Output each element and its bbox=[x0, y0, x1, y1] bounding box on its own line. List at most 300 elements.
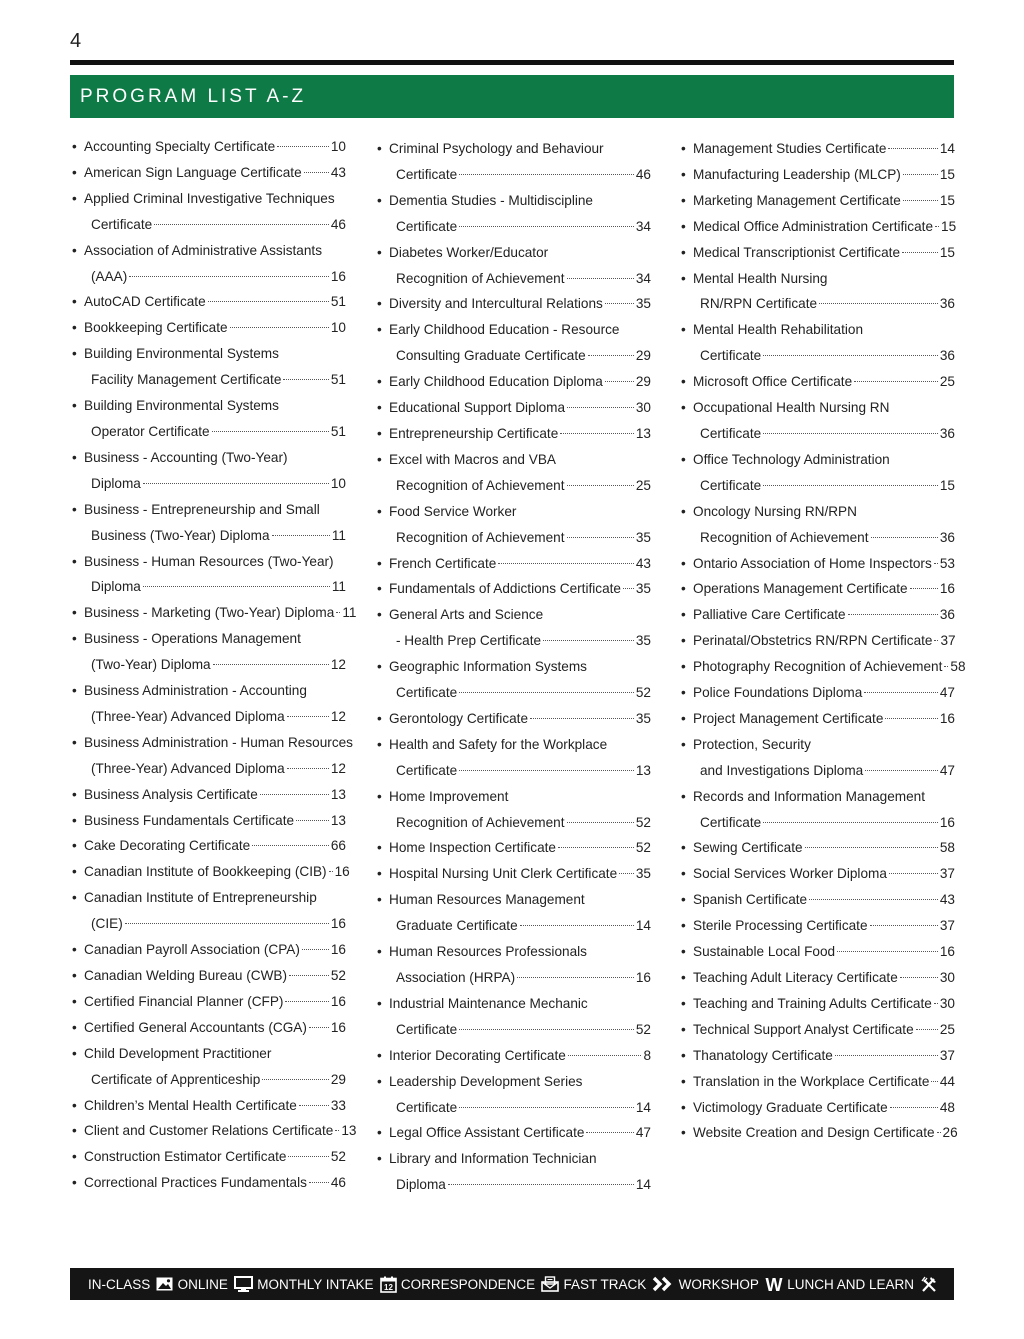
program-name: Diploma bbox=[91, 475, 141, 491]
page-reference: 44 bbox=[939, 1073, 955, 1089]
picture-icon bbox=[156, 1277, 173, 1291]
page-reference: 43 bbox=[330, 164, 346, 180]
legend-lunch-and-learn bbox=[787, 1276, 938, 1293]
dot-leader bbox=[335, 1118, 339, 1131]
entry-line bbox=[72, 782, 346, 808]
program-entry bbox=[681, 602, 955, 628]
program-entry bbox=[377, 1043, 651, 1069]
program-entry bbox=[681, 266, 955, 318]
program-entry bbox=[377, 991, 651, 1043]
dot-leader bbox=[902, 239, 938, 252]
entry-continuation-line bbox=[72, 911, 346, 937]
program-entry bbox=[681, 1017, 955, 1043]
entry-line bbox=[377, 551, 651, 577]
page-reference: 43 bbox=[635, 555, 651, 571]
bullet: • bbox=[681, 270, 686, 286]
program-entry bbox=[377, 576, 651, 602]
program-name: Building Environmental Systems bbox=[84, 346, 279, 362]
entry-line bbox=[377, 576, 651, 602]
entry-line bbox=[377, 1069, 651, 1095]
entry-line bbox=[681, 162, 955, 188]
entry-continuation-line bbox=[72, 704, 346, 730]
page-reference: 25 bbox=[635, 477, 651, 493]
legend-label: CORRESPONDENCE bbox=[400, 1276, 536, 1292]
entry-line bbox=[681, 913, 955, 939]
program-entry bbox=[72, 445, 346, 497]
entry-continuation-line bbox=[681, 291, 955, 317]
bullet: • bbox=[681, 840, 686, 856]
dot-leader bbox=[619, 861, 634, 874]
dot-leader bbox=[459, 162, 634, 175]
program-name: Business - Marketing (Two-Year) Diploma bbox=[84, 605, 335, 621]
program-name: Certificate bbox=[700, 814, 762, 830]
bullet: • bbox=[681, 218, 686, 234]
program-name: Interior Decorating Certificate bbox=[389, 1047, 566, 1063]
program-entry bbox=[72, 1144, 346, 1170]
entry-line bbox=[72, 859, 350, 885]
entry-line bbox=[72, 497, 346, 523]
page-reference: 36 bbox=[939, 425, 955, 441]
program-entry bbox=[377, 602, 651, 654]
bullet: • bbox=[377, 1073, 382, 1089]
page-reference: 48 bbox=[939, 1099, 955, 1115]
program-entry bbox=[681, 395, 955, 447]
page-reference: 46 bbox=[330, 1175, 346, 1191]
bullet: • bbox=[377, 503, 382, 519]
dot-leader bbox=[944, 654, 948, 667]
bullet: • bbox=[681, 374, 686, 390]
program-name: Business - Accounting (Two-Year) bbox=[84, 449, 288, 465]
bullet: • bbox=[72, 890, 77, 906]
dot-leader bbox=[309, 1170, 329, 1183]
entry-line bbox=[377, 421, 651, 447]
bullet: • bbox=[377, 322, 382, 338]
program-entry bbox=[681, 861, 955, 887]
bullet: • bbox=[681, 451, 686, 467]
entry-line bbox=[377, 1043, 651, 1069]
dot-leader bbox=[864, 680, 938, 693]
page-reference: 11 bbox=[331, 527, 346, 543]
bullet: • bbox=[377, 1047, 382, 1063]
program-name: Police Foundations Diploma bbox=[693, 685, 863, 701]
dot-leader bbox=[212, 419, 329, 432]
page-reference: 30 bbox=[939, 995, 955, 1011]
program-name: Business Analysis Certificate bbox=[84, 786, 258, 802]
bullet: • bbox=[72, 864, 77, 880]
entry-line bbox=[72, 1144, 346, 1170]
program-name: Certificate bbox=[91, 216, 153, 232]
program-entry bbox=[377, 240, 651, 292]
dot-leader bbox=[871, 524, 938, 537]
program-entry bbox=[681, 188, 955, 214]
program-name: Business Fundamentals Certificate bbox=[84, 812, 295, 828]
program-name: Library and Information Technician bbox=[389, 1151, 597, 1167]
dot-leader bbox=[498, 550, 634, 563]
entry-line bbox=[377, 499, 651, 525]
bullet: • bbox=[72, 190, 77, 206]
entry-line bbox=[72, 989, 346, 1015]
program-entry bbox=[377, 1069, 651, 1121]
program-name: Recognition of Achievement bbox=[700, 529, 869, 545]
legend-fast-track bbox=[563, 1276, 674, 1292]
entry-line bbox=[72, 289, 346, 315]
program-name: Business Administration - Accounting bbox=[84, 683, 307, 699]
program-name: Graduate Certificate bbox=[396, 918, 518, 934]
page-reference: 36 bbox=[939, 529, 955, 545]
bullet: • bbox=[377, 141, 382, 156]
dot-leader bbox=[459, 680, 634, 693]
program-name: Association (HRPA) bbox=[396, 970, 516, 985]
entry-continuation-line bbox=[377, 162, 651, 188]
program-entry bbox=[72, 1118, 357, 1144]
program-name: Consulting Graduate Certificate bbox=[396, 348, 586, 364]
page-reference: 15 bbox=[939, 477, 955, 493]
bullet: • bbox=[377, 736, 382, 752]
page-reference: 14 bbox=[939, 141, 955, 156]
program-name: Correctional Practices Fundamentals bbox=[84, 1175, 307, 1191]
page-reference: 35 bbox=[635, 866, 651, 882]
bullet: • bbox=[681, 322, 686, 338]
page-reference: 34 bbox=[635, 270, 651, 286]
program-entry bbox=[681, 317, 955, 369]
dot-leader bbox=[567, 395, 634, 408]
program-name: Business (Two-Year) Diploma bbox=[91, 527, 270, 543]
dot-leader bbox=[623, 576, 634, 589]
program-name: Technical Support Analyst Certificate bbox=[693, 1021, 914, 1037]
page-reference: 16 bbox=[330, 1019, 346, 1035]
page-reference: 8 bbox=[643, 1047, 651, 1063]
bullet: • bbox=[681, 710, 686, 726]
bullet: • bbox=[681, 581, 686, 597]
bullet: • bbox=[681, 503, 686, 519]
program-entry bbox=[681, 835, 955, 861]
program-entry bbox=[681, 628, 955, 654]
program-entry bbox=[377, 1146, 651, 1198]
program-entry bbox=[72, 626, 346, 678]
program-name: Bookkeeping Certificate bbox=[84, 320, 228, 336]
bullet: • bbox=[72, 139, 77, 154]
dot-leader bbox=[272, 522, 330, 535]
legend-label: ONLINE bbox=[177, 1276, 228, 1292]
program-entry bbox=[681, 1043, 955, 1069]
entry-line bbox=[72, 885, 346, 911]
bullet: • bbox=[681, 166, 686, 182]
program-name: Diploma bbox=[91, 579, 141, 595]
program-name: Spanish Certificate bbox=[693, 892, 808, 908]
legend-label: MONTHLY INTAKE bbox=[257, 1276, 374, 1292]
program-name: Excel with Macros and VBA bbox=[389, 451, 556, 467]
bullet: • bbox=[72, 1097, 77, 1113]
program-name: General Arts and Science bbox=[389, 607, 544, 623]
program-name: Sterile Processing Certificate bbox=[693, 918, 868, 934]
page-reference: 30 bbox=[635, 400, 651, 416]
program-entry bbox=[72, 963, 346, 989]
entry-line bbox=[377, 939, 651, 965]
program-entry bbox=[681, 1095, 955, 1121]
program-entry bbox=[72, 885, 346, 937]
entry-continuation-line bbox=[72, 756, 346, 782]
program-name: AutoCAD Certificate bbox=[84, 294, 206, 310]
program-name: Business - Entrepreneurship and Small bbox=[84, 501, 320, 517]
program-name: Association of Administrative Assistants bbox=[84, 242, 322, 258]
program-entry bbox=[681, 369, 955, 395]
entry-line bbox=[72, 134, 346, 160]
dot-leader bbox=[558, 835, 634, 848]
program-name: (Two-Year) Diploma bbox=[91, 657, 211, 673]
program-name: Business - Human Resources (Two-Year) bbox=[84, 553, 334, 569]
program-name: Sewing Certificate bbox=[693, 840, 803, 856]
bullet: • bbox=[72, 1175, 77, 1191]
entry-line bbox=[377, 1120, 651, 1146]
entry-line bbox=[681, 784, 955, 810]
bullet: • bbox=[377, 400, 382, 416]
page-reference: 66 bbox=[330, 838, 346, 854]
program-name: Marketing Management Certificate bbox=[693, 192, 901, 208]
entry-line bbox=[681, 1043, 955, 1069]
program-name: Social Services Worker Diploma bbox=[693, 866, 887, 882]
bullet: • bbox=[377, 866, 382, 882]
program-name: Fundamentals of Addictions Certificate bbox=[389, 581, 621, 597]
entry-line bbox=[681, 447, 955, 473]
dot-leader bbox=[125, 911, 329, 924]
workshop-letter: W bbox=[765, 1276, 783, 1292]
entry-line bbox=[72, 1041, 346, 1067]
bullet: • bbox=[681, 400, 686, 416]
program-name: Dementia Studies - Multidiscipline bbox=[389, 192, 593, 208]
entry-continuation-line bbox=[72, 419, 346, 445]
entry-line bbox=[681, 939, 955, 965]
bullet: • bbox=[72, 164, 77, 180]
program-name: Certificate bbox=[396, 166, 458, 182]
program-entry bbox=[377, 136, 651, 188]
program-name: Project Management Certificate bbox=[693, 710, 884, 726]
program-entry bbox=[377, 1120, 651, 1146]
dot-leader bbox=[252, 833, 329, 846]
bullet: • bbox=[72, 501, 77, 517]
entry-line bbox=[681, 861, 955, 887]
program-entry bbox=[72, 289, 346, 315]
bullet: • bbox=[377, 296, 382, 312]
dot-leader bbox=[283, 367, 328, 380]
program-entry bbox=[377, 551, 651, 577]
page-reference: 16 bbox=[635, 970, 651, 985]
program-name: Geographic Information Systems bbox=[389, 659, 587, 675]
program-name: Photography Recognition of Achievement bbox=[693, 659, 943, 675]
entry-continuation-line bbox=[377, 758, 651, 784]
entry-continuation-line bbox=[681, 758, 955, 784]
dot-leader bbox=[299, 1092, 329, 1105]
dot-leader bbox=[763, 809, 938, 822]
program-name: Home Inspection Certificate bbox=[389, 840, 556, 856]
entry-line bbox=[72, 1118, 357, 1144]
entry-line bbox=[681, 240, 955, 266]
program-name: (CIE) bbox=[91, 916, 123, 932]
program-name: Building Environmental Systems bbox=[84, 398, 279, 414]
program-name: Recognition of Achievement bbox=[396, 477, 565, 493]
page-reference: 13 bbox=[635, 425, 651, 441]
entry-line bbox=[681, 887, 955, 913]
dot-leader bbox=[262, 1066, 329, 1079]
page-reference: 52 bbox=[635, 840, 651, 856]
program-name: Gerontology Certificate bbox=[389, 710, 529, 726]
page-reference: 15 bbox=[941, 218, 957, 234]
bullet: • bbox=[681, 555, 686, 571]
legend-workshop bbox=[679, 1276, 783, 1292]
page-reference: 16 bbox=[330, 942, 346, 958]
dot-leader bbox=[459, 213, 634, 226]
program-name: Certificate bbox=[700, 477, 762, 493]
section-banner bbox=[70, 75, 954, 118]
page-reference: 47 bbox=[939, 762, 955, 778]
entry-line bbox=[681, 732, 955, 758]
program-entry bbox=[681, 240, 955, 266]
program-name: Canadian Welding Bureau (CWB) bbox=[84, 968, 287, 983]
bullet: • bbox=[72, 346, 77, 362]
bullet: • bbox=[681, 970, 686, 985]
bullet: • bbox=[377, 607, 382, 623]
entry-continuation-line bbox=[377, 1172, 651, 1198]
dot-leader bbox=[459, 1094, 634, 1107]
program-entry bbox=[72, 549, 346, 601]
program-name: Perinatal/Obstetrics RN/RPN Certificate bbox=[693, 633, 933, 649]
program-name: Medical Office Administration Certificate bbox=[693, 218, 934, 234]
program-entry bbox=[377, 369, 651, 395]
entry-line bbox=[377, 136, 651, 162]
dot-leader bbox=[937, 1120, 941, 1133]
program-entry bbox=[72, 341, 346, 393]
program-name: Palliative Care Certificate bbox=[693, 607, 846, 623]
entry-line bbox=[72, 937, 346, 963]
program-entry bbox=[377, 654, 651, 706]
dot-leader bbox=[763, 343, 938, 356]
entry-continuation-line bbox=[72, 574, 346, 600]
page-reference: 10 bbox=[330, 475, 346, 491]
entry-line bbox=[681, 654, 966, 680]
mail-icon bbox=[541, 1276, 559, 1292]
entry-line bbox=[72, 808, 346, 834]
page-reference: 12 bbox=[330, 708, 346, 724]
page-reference: 16 bbox=[334, 864, 350, 880]
program-entry bbox=[72, 1015, 346, 1041]
program-entry bbox=[72, 859, 350, 885]
dot-leader bbox=[900, 965, 938, 978]
dot-leader bbox=[530, 706, 634, 719]
bullet: • bbox=[681, 685, 686, 701]
dot-leader bbox=[885, 706, 937, 719]
entry-continuation-line bbox=[72, 471, 346, 497]
dot-leader bbox=[910, 576, 938, 589]
program-entry bbox=[681, 162, 955, 188]
program-entry bbox=[377, 421, 651, 447]
entry-continuation-line bbox=[377, 525, 651, 551]
entry-line bbox=[681, 991, 955, 1017]
program-entry bbox=[377, 706, 651, 732]
entry-line bbox=[72, 1170, 346, 1196]
program-name: Teaching and Training Adults Certificate bbox=[693, 995, 932, 1011]
page-reference: 36 bbox=[939, 348, 955, 364]
entry-line bbox=[377, 784, 651, 810]
dot-leader bbox=[890, 1094, 938, 1107]
page-reference: 29 bbox=[635, 374, 651, 390]
entry-continuation-line bbox=[72, 367, 346, 393]
page-reference: 11 bbox=[342, 605, 357, 621]
bullet: • bbox=[377, 995, 382, 1011]
program-name: Cake Decorating Certificate bbox=[84, 838, 251, 854]
page-reference: 51 bbox=[330, 294, 346, 310]
dot-leader bbox=[296, 807, 329, 820]
page-reference: 13 bbox=[330, 786, 346, 802]
program-name: (Three-Year) Advanced Diploma bbox=[91, 708, 285, 724]
dot-leader bbox=[568, 1042, 642, 1055]
entry-line bbox=[377, 887, 651, 913]
program-entry bbox=[72, 1093, 346, 1119]
dot-leader bbox=[586, 1120, 633, 1133]
dot-leader bbox=[329, 859, 333, 872]
bullet: • bbox=[681, 192, 686, 208]
program-name: Certificate bbox=[700, 348, 762, 364]
page-reference: 58 bbox=[950, 659, 966, 675]
program-column-3 bbox=[681, 136, 966, 1146]
entry-line bbox=[681, 266, 955, 292]
program-name: Certified Financial Planner (CFP) bbox=[84, 993, 284, 1009]
program-entry bbox=[377, 732, 651, 784]
program-column-2 bbox=[377, 136, 651, 1198]
program-name: Child Development Practitioner bbox=[84, 1045, 272, 1061]
program-name: Canadian Payroll Association (CPA) bbox=[84, 942, 300, 958]
entry-line bbox=[681, 1017, 955, 1043]
program-name: Diversity and Intercultural Relations bbox=[389, 296, 603, 312]
bullet: • bbox=[377, 944, 382, 960]
entry-continuation-line bbox=[377, 1095, 651, 1121]
entry-line bbox=[72, 393, 346, 419]
program-entry bbox=[72, 678, 346, 730]
page-reference: 14 bbox=[635, 1099, 651, 1115]
program-name: RN/RPN Certificate bbox=[700, 296, 818, 312]
dot-leader bbox=[302, 937, 329, 950]
program-entry bbox=[681, 499, 955, 551]
program-name: Manufacturing Leadership (MLCP) bbox=[693, 166, 901, 182]
bullet: • bbox=[72, 605, 77, 621]
dot-leader bbox=[448, 1172, 634, 1185]
bullet: • bbox=[377, 374, 382, 390]
bullet: • bbox=[72, 631, 77, 647]
bullet: • bbox=[72, 968, 77, 983]
entry-line bbox=[72, 1015, 346, 1041]
page-reference: 10 bbox=[330, 320, 346, 336]
page-reference: 37 bbox=[940, 633, 956, 649]
page-reference: 14 bbox=[635, 918, 651, 934]
entry-line bbox=[72, 678, 346, 704]
program-entry bbox=[377, 447, 651, 499]
page-reference: 16 bbox=[330, 268, 346, 284]
dot-leader bbox=[208, 289, 329, 302]
program-name: - Health Prep Certificate bbox=[396, 633, 542, 649]
dot-leader bbox=[588, 343, 634, 356]
page-reference: 29 bbox=[635, 348, 651, 364]
dot-leader bbox=[567, 473, 634, 486]
program-entry bbox=[681, 784, 955, 836]
page-reference: 35 bbox=[635, 296, 651, 312]
program-entry bbox=[681, 654, 966, 680]
dot-leader bbox=[260, 781, 329, 794]
page-reference: 12 bbox=[330, 657, 346, 673]
program-entry bbox=[72, 833, 346, 859]
page-reference: 29 bbox=[330, 1071, 346, 1087]
entry-line bbox=[72, 600, 357, 626]
program-entry bbox=[681, 136, 955, 162]
entry-line bbox=[681, 965, 955, 991]
dot-leader bbox=[560, 421, 634, 434]
